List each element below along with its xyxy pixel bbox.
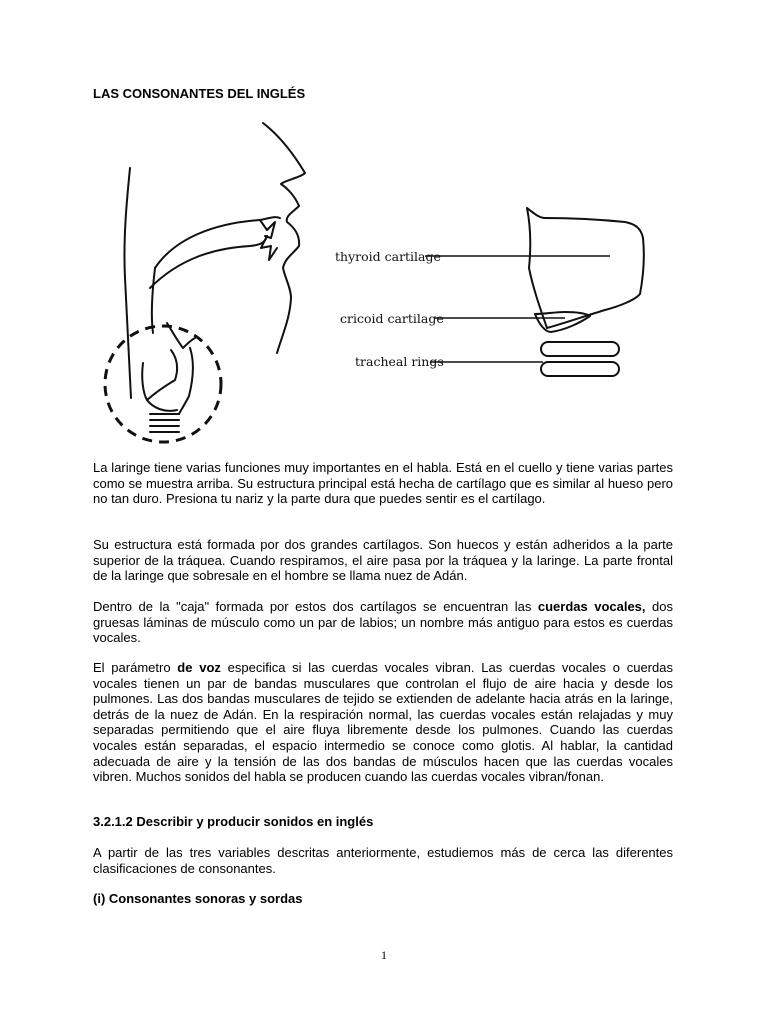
paragraph-text [93,460,673,507]
front-neck [179,348,193,414]
trachea-top [150,414,179,432]
paragraph-text [93,660,673,785]
tracheal-ring-1 [541,342,619,356]
paragraph-2 [93,537,673,584]
larynx-thyroid [142,350,177,400]
paragraph-text [93,599,673,646]
paragraph-1 [93,460,673,507]
paragraph-segment: Su estructura está formada por dos grandes cartílagos. Son huecos y están adheridos a la parte superior de la tráquea. Cuando respiramos, el aire pasa por la tráquea y la laringe. La parte frontal de la laringe que sobresale en el hombre se llama nuez de Adán. [93,537,673,584]
cricoid-cartilage-label: cricoid cartilage [340,311,444,326]
bold-term: de voz [177,660,221,675]
larynx-cricoid [147,400,177,411]
bold-term: cuerdas vocales, [537,599,646,614]
paragraph-segment: Dentro de la "caja" formada por estos dos cartílagos se encuentran las [93,599,538,614]
page-title: LAS CONSONANTES DEL INGLÉS [93,86,306,101]
tracheal-rings-label: tracheal rings [355,354,444,369]
paragraph-segment: especifica si las cuerdas vocales vibran. Las cuerdas vocales o cuerdas vocales tienen un par de bandas musculares que controlan el flujo de aire hacia y desde los pulmones. Las dos bandas musculares de tejido se extienden de adelante hacia atrás en la laringe, detrás de la nuez de Adán. En la respiración normal, las cuerdas vocales están relajadas y muy separadas permitiendo que el aire fluya libremente desde los pulmones. Cuando las cuerdas vocales están separadas, el espacio intermedio se conoce como glotis. Al hablar, la cantidad adecuada de aire y la tensión de las dos bandas de músculos hacen que las cuerdas vocales vibren. Muchos sonidos del habla se producen cuando las cuerdas vocales vibran/fonan. [93,660,673,785]
paragraph-segment: La laringe tiene varias funciones muy importantes en el habla. Está en el cuello y tiene varias partes como se muestra arriba. Su estructura principal está hecha de cartílago que es similar al hueso pero no tan duro. Presiona tu nariz y la parte dura que puedes sentir es el cartílago. [93,460,673,507]
thyroid-cartilage-label: thyroid cartilage [335,249,441,264]
thyroid-cartilage [527,208,644,328]
larynx-highlight-circle [105,326,221,442]
subheading: (i) Consonantes sonoras y sordas [93,891,303,906]
paragraph-text [93,537,673,584]
lower-teeth [261,236,277,260]
pharynx [152,268,155,333]
section-paragraph: A partir de las tres variables descritas anteriormente, estudiemos más de cerca las diferentes clasificaciones de consonantes. [93,845,673,876]
section-heading: 3.2.1.2 Describir y producir sonidos en inglés [93,814,374,829]
larynx-diagram [95,118,685,448]
paragraph-segment: dos gruesas láminas de músculo como un par de labios; un nombre más antiguo para estos es cuerdas vocales. [93,599,673,646]
paragraph-segment: El parámetro [93,660,178,675]
larynx-figure [95,118,685,448]
neck-back [124,168,131,398]
paragraph-4 [93,660,673,785]
paragraph-3 [93,599,673,646]
tracheal-ring-2 [541,362,619,376]
page-number: 1 [381,948,387,962]
tongue [150,236,267,288]
